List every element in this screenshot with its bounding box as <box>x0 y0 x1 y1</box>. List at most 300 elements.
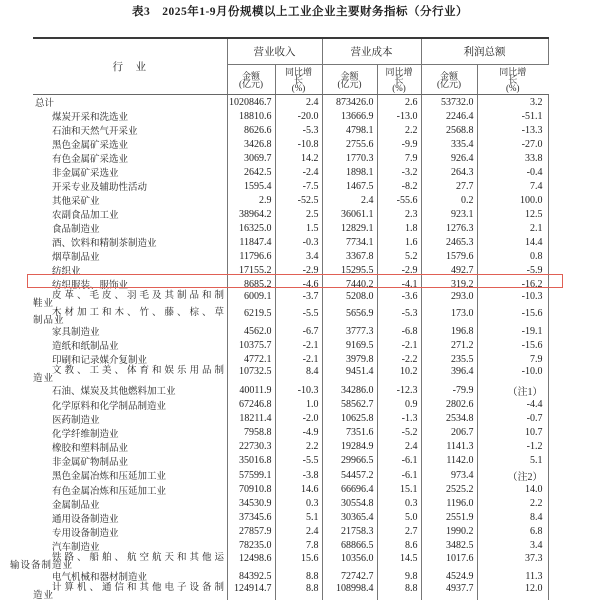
industry-label: 纺织业 <box>52 267 81 277</box>
value-cell: 5.0 <box>377 511 421 525</box>
value-cell: 2.4 <box>377 440 421 454</box>
value-cell: 0.9 <box>377 398 421 412</box>
industry-label: 纺织服装、服饰业 <box>52 281 129 291</box>
value-cell: 5.1 <box>275 511 322 525</box>
industry-label: 专用设备制造业 <box>52 528 119 539</box>
value-cell: 8.8 <box>377 583 421 600</box>
value-cell: 10625.8 <box>322 412 377 426</box>
value-cell: -79.9 <box>421 383 477 398</box>
value-cell: 7958.8 <box>227 426 275 440</box>
industry-label: 食品制造业 <box>52 225 100 235</box>
value-cell: 18810.6 <box>227 109 275 123</box>
value-cell: 15.1 <box>377 483 421 497</box>
value-cell: 2802.6 <box>421 398 477 412</box>
industry-cell <box>33 95 227 110</box>
value-cell: 72742.7 <box>322 569 377 583</box>
value-cell: 53732.0 <box>421 95 477 110</box>
value-cell: 8626.6 <box>227 123 275 137</box>
value-cell: 5.1 <box>477 454 548 468</box>
value-cell: 196.8 <box>421 324 477 338</box>
value-cell: 2465.3 <box>421 235 477 249</box>
value-cell: 1770.3 <box>322 151 377 165</box>
value-cell: 11.3 <box>477 569 548 583</box>
value-cell: 27857.9 <box>227 525 275 539</box>
value-cell: 68866.5 <box>322 539 377 553</box>
value-cell: 1196.0 <box>421 497 477 511</box>
value-cell: 396.4 <box>421 366 477 383</box>
value-cell: 8.6 <box>377 539 421 553</box>
table-row <box>33 137 548 151</box>
industry-cell <box>33 291 227 308</box>
industry-cell <box>33 221 227 235</box>
value-cell: 3.2 <box>477 95 548 110</box>
industry-cell <box>33 569 227 583</box>
subheader-cost-growth: 同比增 长 (%) <box>377 65 421 95</box>
value-cell: 8685.2 <box>227 277 275 291</box>
value-cell: 84392.5 <box>227 569 275 583</box>
value-cell: 7.8 <box>275 539 322 553</box>
value-cell: 4562.0 <box>227 324 275 338</box>
value-cell: 3777.3 <box>322 324 377 338</box>
industry-label: 皮革、毛皮、羽毛及其制品和制 <box>52 291 228 301</box>
table-row <box>33 426 548 440</box>
value-cell: 35016.8 <box>227 454 275 468</box>
column-header-industry: 行 业 <box>33 38 227 95</box>
value-cell: 8.8 <box>275 583 322 600</box>
value-cell: 8.4 <box>275 366 322 383</box>
value-cell: 3367.8 <box>322 249 377 263</box>
table-row <box>33 151 548 165</box>
value-cell: 11847.4 <box>227 235 275 249</box>
industry-cell <box>33 151 227 165</box>
value-cell: 1017.6 <box>421 553 477 570</box>
industry-label: 橡胶和塑料制品业 <box>52 443 129 454</box>
value-cell: 3.4 <box>275 249 322 263</box>
value-cell: 0.3 <box>275 497 322 511</box>
industry-cell <box>33 366 227 383</box>
industry-label: 家具制造业 <box>52 328 100 338</box>
industry-cell <box>33 249 227 263</box>
industry-label: 金属制品业 <box>52 500 100 511</box>
value-cell: 13666.9 <box>322 109 377 123</box>
subheader-cost-amount: 金额 (亿元) <box>322 65 377 95</box>
value-cell: 9169.5 <box>322 338 377 352</box>
value-cell: 37345.6 <box>227 511 275 525</box>
industry-cell <box>33 539 227 553</box>
industry-cell <box>33 338 227 352</box>
industry-cell <box>33 165 227 179</box>
value-cell: 30554.8 <box>322 497 377 511</box>
table-row <box>33 109 548 123</box>
industry-cell <box>33 235 227 249</box>
value-cell: 67246.8 <box>227 398 275 412</box>
value-cell: -2.9 <box>377 263 421 277</box>
table-row <box>33 483 548 497</box>
value-cell: 873426.0 <box>322 95 377 110</box>
industry-label: 通用设备制造业 <box>52 514 119 525</box>
value-cell: 4524.9 <box>421 569 477 583</box>
value-cell: -15.6 <box>477 338 548 352</box>
industry-cell <box>33 193 227 207</box>
value-cell: 9451.4 <box>322 366 377 383</box>
industry-label: 酒、饮料和精制茶制造业 <box>52 239 157 249</box>
value-cell: 293.0 <box>421 291 477 308</box>
value-cell: 2.4 <box>275 95 322 110</box>
industry-label: 其他采矿业 <box>52 197 100 207</box>
value-cell: 11796.6 <box>227 249 275 263</box>
value-cell: -3.2 <box>377 165 421 179</box>
table-row <box>33 277 548 291</box>
industry-label: 有色金属矿采选业 <box>52 155 129 165</box>
table-row <box>33 338 548 352</box>
subheader-revenue-amount: 金额 (亿元) <box>227 65 275 95</box>
value-cell: 2534.8 <box>421 412 477 426</box>
value-cell: 1898.1 <box>322 165 377 179</box>
value-cell: 0.2 <box>421 193 477 207</box>
value-cell: -2.9 <box>275 263 322 277</box>
value-cell: -6.8 <box>377 324 421 338</box>
industry-label-continuation: 制品业 <box>33 315 65 326</box>
value-cell: 18211.4 <box>227 412 275 426</box>
industry-cell <box>33 511 227 525</box>
table-row <box>33 468 548 483</box>
table-row <box>33 454 548 468</box>
value-cell: 271.2 <box>421 338 477 352</box>
table-row <box>33 207 548 221</box>
value-cell: 10375.7 <box>227 338 275 352</box>
value-cell: 7.9 <box>377 151 421 165</box>
value-cell: 5.2 <box>377 249 421 263</box>
industry-label: 文教、工美、体育和娱乐用品制 <box>52 366 228 376</box>
value-cell: 70910.8 <box>227 483 275 497</box>
value-cell: -6.7 <box>275 324 322 338</box>
industry-cell <box>33 497 227 511</box>
table-row <box>33 440 548 454</box>
value-cell: 2.6 <box>377 95 421 110</box>
table-row <box>33 165 548 179</box>
value-cell: 21758.3 <box>322 525 377 539</box>
value-cell: 1.5 <box>275 221 322 235</box>
value-cell: -3.8 <box>275 468 322 483</box>
industry-label: 铁路、船舶、航空航天和其他运 <box>52 552 228 563</box>
value-cell: 4772.1 <box>227 352 275 366</box>
value-cell: 2642.5 <box>227 165 275 179</box>
value-cell: -13.3 <box>477 123 548 137</box>
value-cell: -1.3 <box>377 412 421 426</box>
table-row <box>33 511 548 525</box>
industry-label: 石油和天然气开采业 <box>52 127 138 137</box>
industry-cell <box>33 352 227 366</box>
value-cell: -2.1 <box>377 338 421 352</box>
industry-label: 计算机、通信和其他电子设备制 <box>52 583 228 593</box>
table-row <box>33 412 548 426</box>
table-row <box>33 398 548 412</box>
value-cell: -2.1 <box>275 352 322 366</box>
value-cell: 7734.1 <box>322 235 377 249</box>
value-cell: 206.7 <box>421 426 477 440</box>
value-cell: 2.5 <box>275 207 322 221</box>
column-group-operating-cost: 营业成本 <box>322 38 421 65</box>
value-cell: 8.8 <box>275 569 322 583</box>
industry-label: 电气机械和器材制造业 <box>52 573 148 583</box>
industry-label: 开采专业及辅助性活动 <box>52 183 148 193</box>
table-row <box>33 553 548 570</box>
value-cell: -15.6 <box>477 308 548 325</box>
industry-label: 石油、煤炭及其他燃料加工业 <box>52 387 176 397</box>
value-cell: 10356.0 <box>322 553 377 570</box>
industry-cell <box>33 207 227 221</box>
value-cell: 2.4 <box>275 525 322 539</box>
value-cell: 319.2 <box>421 277 477 291</box>
industry-cell <box>33 412 227 426</box>
industry-label: 总计 <box>35 99 55 109</box>
value-cell: 2.2 <box>477 497 548 511</box>
value-cell: 10.2 <box>377 366 421 383</box>
industry-cell <box>33 398 227 412</box>
value-cell: 10732.5 <box>227 366 275 383</box>
table-row <box>33 308 548 325</box>
value-cell: 16325.0 <box>227 221 275 235</box>
value-cell: 3979.8 <box>322 352 377 366</box>
table-row <box>33 324 548 338</box>
value-cell: 0.3 <box>377 497 421 511</box>
table-row <box>33 263 548 277</box>
value-cell: 3069.7 <box>227 151 275 165</box>
industry-label: 非金属矿采选业 <box>52 169 119 179</box>
value-cell: 6009.1 <box>227 291 275 308</box>
value-cell: 2.4 <box>322 193 377 207</box>
value-cell: 2.2 <box>275 440 322 454</box>
industry-cell <box>33 263 227 277</box>
table-row <box>33 221 548 235</box>
value-cell: 1142.0 <box>421 454 477 468</box>
value-cell: -19.1 <box>477 324 548 338</box>
value-cell: -27.0 <box>477 137 548 151</box>
value-cell: -5.3 <box>275 123 322 137</box>
table-row <box>33 193 548 207</box>
table-row <box>33 583 548 600</box>
value-cell: 12.5 <box>477 207 548 221</box>
subheader-profit-amount: 金额 (亿元) <box>421 65 477 95</box>
industry-label: 造纸和纸制品业 <box>52 342 119 352</box>
industry-label: 汽车制造业 <box>52 542 100 553</box>
table-row <box>33 95 548 110</box>
value-cell: 15295.5 <box>322 263 377 277</box>
industry-label: 非金属矿物制品业 <box>52 457 129 468</box>
subheader-profit-growth: 同比增 长 (%) <box>477 65 548 95</box>
table-row <box>33 249 548 263</box>
value-cell: 40011.9 <box>227 383 275 398</box>
value-cell: 66696.4 <box>322 483 377 497</box>
value-cell: 1595.4 <box>227 179 275 193</box>
value-cell: 926.4 <box>421 151 477 165</box>
industry-label-continuation: 输设备制造业 <box>10 560 74 571</box>
industry-cell <box>33 179 227 193</box>
value-cell: 7.4 <box>477 179 548 193</box>
value-cell: -1.2 <box>477 440 548 454</box>
industry-label: 黑色金属冶炼和压延加工业 <box>52 472 167 482</box>
value-cell: 264.3 <box>421 165 477 179</box>
table-row <box>33 179 548 193</box>
industry-label: 医药制造业 <box>52 415 100 426</box>
industry-label: 农副食品加工业 <box>52 211 119 221</box>
value-cell: 19284.9 <box>322 440 377 454</box>
value-cell: （注2） <box>477 468 548 483</box>
table-row <box>33 539 548 553</box>
value-cell: 7351.6 <box>322 426 377 440</box>
value-cell: 108998.4 <box>322 583 377 600</box>
value-cell: 14.6 <box>275 483 322 497</box>
value-cell: 37.3 <box>477 553 548 570</box>
value-cell: 58562.7 <box>322 398 377 412</box>
value-cell: 5656.9 <box>322 308 377 325</box>
industry-label-continuation: 造业 <box>33 374 55 384</box>
value-cell: 6219.5 <box>227 308 275 325</box>
value-cell: 2525.2 <box>421 483 477 497</box>
industry-cell <box>33 468 227 483</box>
table-row <box>33 123 548 137</box>
value-cell: 1990.2 <box>421 525 477 539</box>
value-cell: 1276.3 <box>421 221 477 235</box>
subheader-revenue-growth: 同比增 长 (%) <box>275 65 322 95</box>
industry-cell <box>33 483 227 497</box>
value-cell: 1579.6 <box>421 249 477 263</box>
table-row <box>33 497 548 511</box>
industry-label: 黑色金属矿采选业 <box>52 141 129 151</box>
value-cell: -2.2 <box>377 352 421 366</box>
industry-cell <box>33 137 227 151</box>
value-cell: 22730.3 <box>227 440 275 454</box>
value-cell: -2.0 <box>275 412 322 426</box>
industry-label-continuation: 造业 <box>33 591 55 601</box>
value-cell: 2.3 <box>377 207 421 221</box>
value-cell: 7.9 <box>477 352 548 366</box>
value-cell: 2.9 <box>227 193 275 207</box>
value-cell: -5.5 <box>275 454 322 468</box>
value-cell: -10.3 <box>275 383 322 398</box>
value-cell: -10.0 <box>477 366 548 383</box>
value-cell: 1.8 <box>377 221 421 235</box>
table-body <box>10 95 548 601</box>
value-cell: 14.0 <box>477 483 548 497</box>
industry-label: 烟草制品业 <box>52 253 100 263</box>
value-cell: -4.6 <box>275 277 322 291</box>
value-cell: -8.2 <box>377 179 421 193</box>
value-cell: -20.0 <box>275 109 322 123</box>
value-cell: 15.6 <box>275 553 322 570</box>
value-cell: 33.8 <box>477 151 548 165</box>
value-cell: -3.6 <box>377 291 421 308</box>
industry-label: 木材加工和木、竹、藤、棕、草 <box>52 307 228 318</box>
value-cell: 6.8 <box>477 525 548 539</box>
value-cell: 27.7 <box>421 179 477 193</box>
value-cell: 12498.6 <box>227 553 275 570</box>
industry-cell <box>33 277 227 291</box>
financial-indicators-table <box>10 37 549 601</box>
value-cell: 1.6 <box>377 235 421 249</box>
industry-label: 化学原料和化学制品制造业 <box>52 401 167 412</box>
value-cell: 14.2 <box>275 151 322 165</box>
value-cell: -10.8 <box>275 137 322 151</box>
value-cell: 235.5 <box>421 352 477 366</box>
industry-cell <box>33 383 227 398</box>
industry-cell <box>33 109 227 123</box>
value-cell: 12.0 <box>477 583 548 600</box>
industry-cell <box>33 426 227 440</box>
value-cell: 923.1 <box>421 207 477 221</box>
industry-label: 印刷和记录媒介复制业 <box>52 356 148 366</box>
value-cell: 78235.0 <box>227 539 275 553</box>
value-cell: 3482.5 <box>421 539 477 553</box>
value-cell: 100.0 <box>477 193 548 207</box>
value-cell: 2246.4 <box>421 109 477 123</box>
value-cell: 9.8 <box>377 569 421 583</box>
value-cell: 4937.7 <box>421 583 477 600</box>
value-cell: -5.2 <box>377 426 421 440</box>
value-cell: 5208.0 <box>322 291 377 308</box>
value-cell: 2.7 <box>377 525 421 539</box>
value-cell: 29966.5 <box>322 454 377 468</box>
value-cell: 2755.6 <box>322 137 377 151</box>
value-cell: 3426.8 <box>227 137 275 151</box>
table-title: 表3 2025年1-9月份规模以上工业企业主要财务指标（分行业） <box>131 6 469 18</box>
value-cell: 1467.5 <box>322 179 377 193</box>
industry-cell <box>33 123 227 137</box>
table-header <box>33 38 548 95</box>
value-cell: 1.0 <box>275 398 322 412</box>
value-cell: 4798.1 <box>322 123 377 137</box>
column-group-total-profit: 利润总额 <box>421 38 548 65</box>
value-cell: 2.2 <box>377 123 421 137</box>
value-cell: 0.8 <box>477 249 548 263</box>
table-row <box>33 366 548 383</box>
value-cell: -13.0 <box>377 109 421 123</box>
value-cell: 10.7 <box>477 426 548 440</box>
value-cell: -16.2 <box>477 277 548 291</box>
value-cell: 14.4 <box>477 235 548 249</box>
value-cell: 492.7 <box>421 263 477 277</box>
value-cell: 3.4 <box>477 539 548 553</box>
industry-cell <box>33 440 227 454</box>
industry-label: 化学纤维制造业 <box>52 429 119 440</box>
table-row <box>33 383 548 398</box>
value-cell: （注1） <box>477 383 548 398</box>
value-cell: -3.7 <box>275 291 322 308</box>
value-cell: 124914.7 <box>227 583 275 600</box>
value-cell: -7.5 <box>275 179 322 193</box>
value-cell: -0.4 <box>477 165 548 179</box>
value-cell: 34286.0 <box>322 383 377 398</box>
value-cell: 38964.2 <box>227 207 275 221</box>
value-cell: -4.1 <box>377 277 421 291</box>
industry-label: 有色金属冶炼和压延加工业 <box>52 486 167 497</box>
table-row <box>33 291 548 308</box>
table-row <box>33 525 548 539</box>
value-cell: 1141.3 <box>421 440 477 454</box>
value-cell: -6.1 <box>377 454 421 468</box>
value-cell: 14.5 <box>377 553 421 570</box>
value-cell: 8.4 <box>477 511 548 525</box>
table-row <box>33 235 548 249</box>
table-row <box>33 569 548 583</box>
value-cell: -52.5 <box>275 193 322 207</box>
industry-cell <box>10 552 228 571</box>
value-cell: 36061.1 <box>322 207 377 221</box>
value-cell: 57599.1 <box>227 468 275 483</box>
value-cell: -0.3 <box>275 235 322 249</box>
table-row <box>33 352 548 366</box>
value-cell: -51.1 <box>477 109 548 123</box>
